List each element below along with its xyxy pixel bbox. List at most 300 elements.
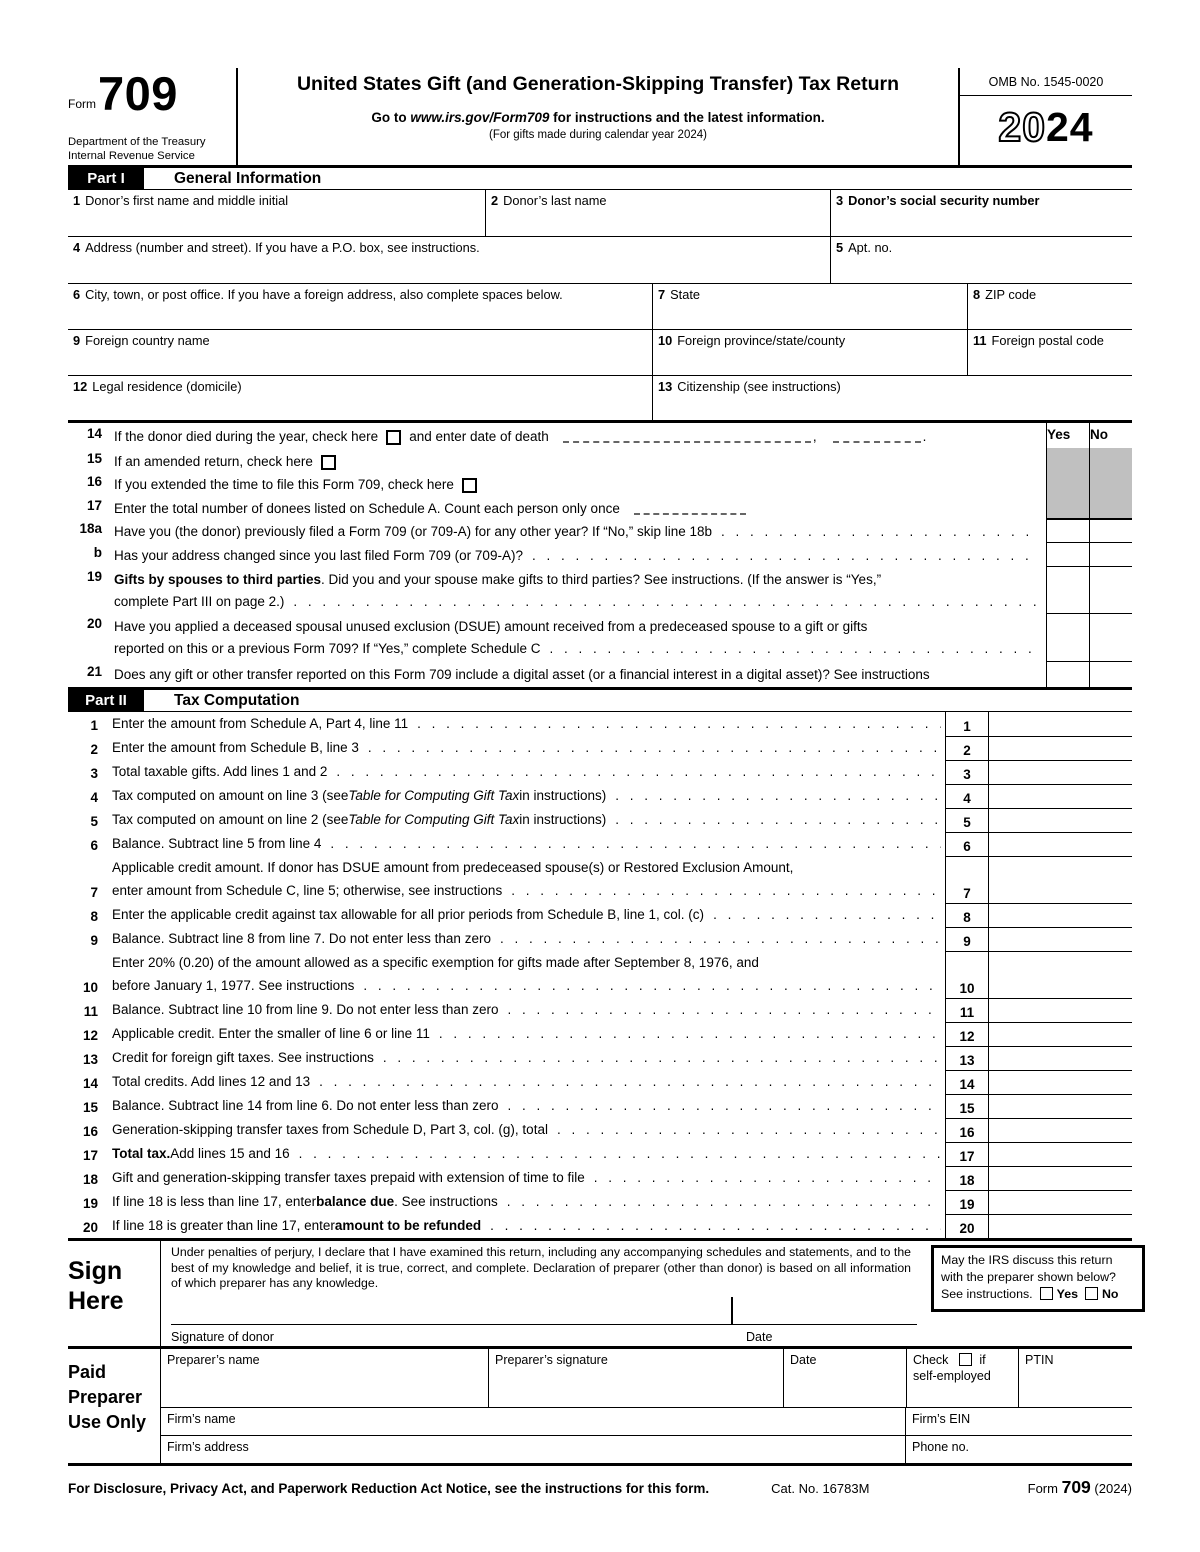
paid-preparer-label: [68, 1349, 160, 1463]
line-number: 21: [86, 664, 102, 679]
part2-line-11-amount[interactable]: [988, 998, 1132, 1022]
preparer-row-1: [161, 1349, 1132, 1408]
check-word: Check: [913, 1353, 949, 1367]
dot-leader: [498, 1191, 941, 1214]
part2-line-20-amount[interactable]: [988, 1214, 1132, 1238]
part2-line-number: 18: [82, 1172, 98, 1187]
part2-line-text: [112, 1142, 945, 1166]
field-label: Donor’s social security number: [848, 193, 1040, 208]
dot-leader: [585, 1167, 941, 1190]
part2-entry-line-number: 11: [945, 998, 988, 1022]
part2-line-number: 9: [90, 933, 98, 948]
field-row-1: [68, 190, 1132, 237]
form-subtitle: (For gifts made during calendar year 2024): [489, 129, 707, 141]
part2-line-text: [112, 856, 945, 903]
part2-line-13-amount[interactable]: [988, 1046, 1132, 1070]
field-label: Apt. no.: [848, 240, 893, 255]
part2-line-2-amount[interactable]: [988, 736, 1132, 760]
field-donor-first-name[interactable]: [68, 190, 485, 236]
part2-line-number: 17: [82, 1148, 98, 1163]
field-label: Donor’s last name: [503, 193, 607, 208]
part2-line-text: [112, 784, 945, 808]
part2-line-14-amount[interactable]: [988, 1070, 1132, 1094]
dot-leader: [284, 591, 1040, 613]
line-20-no-cell[interactable]: [1089, 613, 1132, 661]
part2-row-10: [68, 951, 1132, 998]
label-text: If you extended the time to file this Form 709, check here: [114, 477, 454, 492]
line-15-no-shaded: [1089, 448, 1132, 471]
field-number: 9: [73, 333, 81, 348]
part2-line-number: 12: [82, 1028, 98, 1043]
part2-line-number: 10: [82, 980, 98, 995]
label-text: Add lines 15 and 16: [170, 1146, 290, 1161]
if-word: if: [979, 1353, 986, 1367]
dot-leader: [359, 737, 941, 760]
part2-row-13: [68, 1046, 1132, 1070]
signature-of-donor-label: Signature of donor: [171, 1330, 274, 1344]
dot-leader: [290, 1143, 941, 1166]
part2-line-7-amount[interactable]: [988, 856, 1132, 903]
dot-leader: [540, 638, 1040, 660]
label-text: Does any gift or other transfer reported on this Form 709 include a digital asset (or a financial interest in a digital asset)? See instructions: [114, 667, 930, 682]
field-label: Donor’s first name and middle initial: [85, 193, 289, 208]
line-text: [114, 542, 1046, 566]
may-discuss-line2: with the preparer shown below?: [941, 1270, 1116, 1284]
field-label: City, town, or post office. If you have a foreign address, also complete spaces below.: [85, 287, 563, 302]
part2-line-text: [112, 1166, 945, 1190]
may-discuss-area: [917, 1241, 1145, 1346]
dot-leader: [327, 761, 941, 784]
part2-entry-line-number: 7: [945, 856, 988, 903]
part2-entry-line-number: 19: [945, 1190, 988, 1214]
part2-line-text: [112, 808, 945, 832]
donor-died-checkbox[interactable]: [386, 430, 401, 445]
field-label: Legal residence (domicile): [92, 379, 242, 394]
line-19-row: [68, 566, 1132, 613]
label-text: Enter the amount from Schedule A, Part 4, line 11: [112, 716, 409, 731]
field-label: Address (number and street). If you have a P.O. box, see instructions.: [85, 240, 480, 255]
part2-entry-line-number: 13: [945, 1046, 988, 1070]
field-label: State: [670, 287, 701, 302]
part2-line-text: [112, 1190, 945, 1214]
part2-line-16-amount[interactable]: [988, 1118, 1132, 1142]
part2-line-number: 2: [90, 742, 98, 757]
preparer-word: Preparer: [68, 1387, 143, 1407]
form-word: Form: [68, 97, 96, 111]
part2-row-4: [68, 784, 1132, 808]
line-b-no-cell[interactable]: [1089, 542, 1132, 566]
goto-prefix: Go to: [371, 110, 411, 125]
line-18a-no-cell[interactable]: [1089, 518, 1132, 542]
part2-row-18: [68, 1166, 1132, 1190]
part2-row-9: [68, 927, 1132, 951]
label-text: If line 18 is less than line 17, enter: [112, 1194, 317, 1209]
self-employed-word: self-employed: [913, 1369, 991, 1383]
part2-entry-line-number: 8: [945, 903, 988, 927]
catalog-number: Cat. No. 16783M: [771, 1481, 870, 1496]
line-number: 16: [86, 474, 102, 489]
part2-line-19-amount[interactable]: [988, 1190, 1132, 1214]
dot-leader: [606, 785, 941, 808]
part2-row-2: [68, 736, 1132, 760]
preparer-name-field[interactable]: Preparer’s name: [167, 1353, 260, 1367]
field-number: 7: [658, 287, 666, 302]
field-number: 2: [491, 193, 499, 208]
dot-leader: [498, 1095, 941, 1118]
part2-line-10-amount[interactable]: [988, 951, 1132, 998]
label-text: Applicable credit. Enter the smaller of line 6 or line 11: [112, 1026, 430, 1041]
label-text: Generation-skipping transfer taxes from Schedule D, Part 3, col. (g), total: [112, 1122, 548, 1137]
yes-column-header: Yes: [1046, 423, 1089, 520]
line-text: [114, 613, 1046, 661]
field-zip-code[interactable]: [967, 284, 1132, 329]
part2-line-text: [112, 1070, 945, 1094]
label-text: Balance. Subtract line 14 from line 6. Do not enter less than zero: [112, 1098, 499, 1113]
part2-line-text: [112, 1214, 945, 1238]
sign-here-label: [68, 1241, 160, 1346]
line-number: b: [93, 545, 102, 560]
label-text: Balance. Subtract line 10 from line 9. Do not enter less than zero: [112, 1002, 499, 1017]
line-text: [114, 495, 1046, 518]
date-of-death-field[interactable]: [563, 429, 811, 443]
form-sheet: [68, 68, 1132, 1498]
part2-line-number: 1: [90, 718, 98, 733]
label-text: before January 1, 1977. See instructions: [112, 977, 355, 993]
field-row-2: [68, 237, 1132, 284]
line-number: 18a: [79, 521, 102, 536]
line-15-yes-shaded: [1046, 448, 1089, 471]
label-text: Table for Computing Gift Tax: [348, 812, 520, 827]
label-text: Total tax.: [112, 1146, 171, 1161]
firm-ein-field[interactable]: Firm’s EIN: [905, 1408, 1132, 1436]
part2-line-text: [112, 712, 945, 736]
label-text: ,: [812, 429, 817, 444]
preparer-date-field[interactable]: Date: [783, 1349, 906, 1407]
part2-line-9-amount[interactable]: [988, 927, 1132, 951]
may-discuss-no-label: No: [1101, 1287, 1119, 1301]
label-text: Gift and generation-skipping transfer taxes prepaid with extension of time to file: [112, 1170, 585, 1185]
may-discuss-line1: May the IRS discuss this return: [941, 1253, 1113, 1267]
line-18a-yes-cell[interactable]: [1046, 518, 1089, 542]
part2-entry-line-number: 16: [945, 1118, 988, 1142]
dot-leader: [374, 1047, 941, 1070]
part2-entry-line-number: 17: [945, 1142, 988, 1166]
field-number: 12: [73, 379, 88, 394]
label-text: in instructions): [519, 812, 607, 827]
disclosure-notice: For Disclosure, Privacy Act, and Paperwork Reduction Act Notice, see the instructions for this form.: [68, 1481, 710, 1496]
part2-line-4-amount[interactable]: [988, 784, 1132, 808]
year-bold: 24: [1046, 104, 1094, 150]
part2-row-19: [68, 1190, 1132, 1214]
line-number: 19: [86, 569, 102, 584]
line-14-row: [68, 423, 1132, 448]
part2-line-text: [112, 1022, 945, 1046]
part2-row-8: [68, 903, 1132, 927]
field-donor-last-name[interactable]: [485, 190, 830, 236]
part2-entry-line-number: 10: [945, 951, 988, 998]
tax-year: [960, 104, 1132, 150]
field-number: 11: [973, 333, 987, 348]
form-number-line: [68, 67, 230, 120]
part2-line-text: [112, 998, 945, 1022]
label-text: Have you applied a deceased spousal unused exclusion (DSUE) amount received from a predeceased spouse to a gift or gifts: [114, 619, 868, 634]
label-text: Enter 20% (0.20) of the amount allowed as a specific exemption for gifts made after September 8, 1976, and: [112, 955, 759, 970]
label-text: balance due: [316, 1194, 395, 1209]
line-17-no-shaded: [1089, 495, 1132, 518]
field-number: 13: [658, 379, 673, 394]
dot-leader: [548, 1119, 941, 1142]
line-text: [114, 566, 1046, 613]
part2-rows: [68, 712, 1132, 1238]
label-text: If line 18 is greater than line 17, enter: [112, 1218, 335, 1233]
field-label: Foreign country name: [85, 333, 210, 348]
part2-title: Tax Computation: [174, 691, 300, 709]
dot-leader: [491, 928, 941, 951]
part2-row-11: [68, 998, 1132, 1022]
part2-entry-line-number: 18: [945, 1166, 988, 1190]
field-row-4: [68, 330, 1132, 376]
field-foreign-province[interactable]: [652, 330, 967, 375]
may-discuss-yes-checkbox[interactable]: [1040, 1287, 1053, 1300]
field-number: 4: [73, 240, 81, 255]
label-text: and enter date of death: [409, 429, 549, 444]
field-address[interactable]: [68, 237, 830, 283]
dot-leader: [704, 904, 941, 927]
form-header: [68, 68, 1132, 165]
part2-line-text: [112, 1094, 945, 1118]
field-number: 8: [973, 287, 981, 302]
part2-entry-line-number: 20: [945, 1214, 988, 1238]
field-label: Foreign postal code: [991, 333, 1104, 348]
line-19-no-cell[interactable]: [1089, 566, 1132, 613]
label-text: .: [922, 429, 927, 444]
donor-signature-line[interactable]: [171, 1324, 917, 1325]
field-number: 6: [73, 287, 81, 302]
preparer-row-2: [161, 1408, 1132, 1437]
part2-line-text: [112, 1118, 945, 1142]
self-employed-checkbox[interactable]: [959, 1353, 972, 1366]
form-number-block: [68, 68, 238, 165]
field-number: 10: [658, 333, 673, 348]
part2-entry-line-number: 4: [945, 784, 988, 808]
may-discuss-box: [931, 1245, 1145, 1312]
label-text: Enter the amount from Schedule B, line 3: [112, 740, 359, 755]
part2-line-12-amount[interactable]: [988, 1022, 1132, 1046]
part2-line-6-amount[interactable]: [988, 832, 1132, 856]
field-citizenship[interactable]: [652, 376, 1132, 420]
date-of-death-year-field[interactable]: [833, 429, 921, 443]
part2-line-15-amount[interactable]: [988, 1094, 1132, 1118]
agency-line-1: Department of the Treasury: [68, 136, 206, 148]
part2-row-20: [68, 1214, 1132, 1238]
part1-label: Part I: [68, 168, 144, 189]
form-title: United States Gift (and Generation-Skipping Transfer) Tax Return: [296, 73, 900, 95]
field-foreign-country[interactable]: [68, 330, 652, 375]
dot-leader: [430, 1023, 941, 1046]
line-number: 20: [86, 616, 102, 631]
line-15-row: [68, 448, 1132, 471]
signature-labels: [171, 1330, 917, 1344]
label-text: Applicable credit amount. If donor has DSUE amount from predeceased spouse(s) or Restored Exclusion Amount,: [112, 860, 794, 875]
field-state[interactable]: [652, 284, 967, 329]
firm-address-field[interactable]: Firm’s address: [167, 1440, 249, 1455]
label-text: Tax computed on amount on line 2 (see: [112, 812, 349, 827]
field-legal-residence[interactable]: [68, 376, 652, 420]
part2-entry-line-number: 2: [945, 736, 988, 760]
page-footer: [68, 1477, 1132, 1498]
ptin-field[interactable]: PTIN: [1018, 1349, 1132, 1407]
agency-block: [68, 136, 230, 163]
part2-row-15: [68, 1094, 1132, 1118]
preparer-signature-field[interactable]: Preparer’s signature: [488, 1349, 783, 1407]
field-foreign-postal-code[interactable]: [967, 330, 1132, 375]
part1-header-bar: [68, 165, 1132, 190]
firm-name-field[interactable]: Firm’s name: [167, 1411, 236, 1426]
part2-line-text: [112, 903, 945, 927]
line-21-yes-cell[interactable]: [1046, 661, 1089, 687]
goto-line: [248, 110, 948, 125]
paid-preparer-section: [68, 1346, 1132, 1466]
omb-number: OMB No. 1545-0020: [960, 68, 1132, 96]
signature-area: [160, 1241, 917, 1346]
field-row-5: [68, 376, 1132, 421]
part2-row-6: [68, 832, 1132, 856]
line-17-yes-shaded: [1046, 495, 1089, 518]
amended-return-checkbox[interactable]: [321, 455, 336, 470]
part2-row-3: [68, 760, 1132, 784]
line-text: [114, 661, 1046, 687]
part2-row-7: [68, 856, 1132, 903]
label-text: Balance. Subtract line 5 from line 4: [112, 836, 322, 851]
line-21-row: [68, 661, 1132, 687]
dot-leader: [523, 545, 1040, 567]
self-employed-cell: [906, 1349, 1018, 1407]
part2-line-17-amount[interactable]: [988, 1142, 1132, 1166]
goto-suffix: for instructions and the latest information.: [549, 110, 825, 125]
dot-leader: [498, 999, 941, 1022]
part2-line-number: 6: [90, 838, 98, 853]
use-only-word: Use Only: [68, 1412, 147, 1432]
line-b-row: [68, 542, 1132, 566]
label-text: . Did you and your spouse make gifts to third parties? See instructions. (If the answer is “Yes,”: [321, 572, 882, 587]
label-text: Enter the total number of donees listed on Schedule A. Count each person only once: [114, 501, 620, 516]
part2-line-18-amount[interactable]: [988, 1166, 1132, 1190]
field-number: 5: [836, 240, 844, 255]
part2-label: Part II: [68, 690, 144, 711]
paid-word: Paid: [68, 1362, 107, 1382]
line-number: 14: [86, 426, 102, 441]
line-20-row: [68, 613, 1132, 661]
part2-line-number: 19: [82, 1196, 98, 1211]
part2-entry-line-number: 14: [945, 1070, 988, 1094]
extended-time-checkbox[interactable]: [462, 478, 477, 493]
part2-line-text: [112, 736, 945, 760]
may-discuss-line3: See instructions.: [941, 1287, 1033, 1301]
line-text: [114, 448, 1046, 471]
dot-leader: [502, 880, 941, 903]
part2-line-text: [112, 927, 945, 951]
line-17-row: [68, 495, 1132, 518]
part2-row-16: [68, 1118, 1132, 1142]
part2-line-number: 5: [90, 814, 98, 829]
form-title-block: [238, 68, 960, 165]
part2-entry-line-number: 3: [945, 760, 988, 784]
part2-line-number: 4: [90, 790, 98, 805]
line-20-yes-cell[interactable]: [1046, 613, 1089, 661]
label-text: Table for Computing Gift Tax: [348, 788, 520, 803]
label-text: enter amount from Schedule C, line 5; otherwise, see instructions: [112, 882, 503, 898]
part2-line-number: 20: [82, 1220, 98, 1235]
line-text: [114, 518, 1046, 542]
part1-title: General Information: [174, 169, 322, 187]
part2-line-number: 11: [83, 1004, 98, 1019]
part2-row-5: [68, 808, 1132, 832]
label-text: amount to be refunded: [334, 1218, 482, 1233]
field-label: Citizenship (see instructions): [677, 379, 841, 394]
line-16-row: [68, 471, 1132, 495]
donee-count-field[interactable]: [634, 501, 746, 515]
part2-line-number: 15: [82, 1100, 98, 1115]
part2-line-number: 13: [82, 1052, 98, 1067]
line-number: 17: [86, 498, 102, 513]
part2-line-8-amount[interactable]: [988, 903, 1132, 927]
part2-line-number: 16: [82, 1124, 98, 1139]
label-text: If the donor died during the year, check here: [114, 429, 379, 444]
footer-form-id: Form 709 (2024): [1027, 1477, 1132, 1497]
signature-date-divider: [731, 1297, 733, 1324]
dot-leader: [321, 833, 941, 856]
label-text: Credit for foreign gift taxes. See instructions: [112, 1050, 374, 1065]
phone-field[interactable]: Phone no.: [905, 1436, 1132, 1463]
line-number: 15: [86, 451, 102, 466]
field-row-3: [68, 284, 1132, 330]
part2-line-text: [112, 832, 945, 856]
line-21-no-cell[interactable]: [1089, 661, 1132, 687]
field-city-town[interactable]: [68, 284, 652, 329]
label-text: If an amended return, check here: [114, 454, 313, 469]
part2-header-bar: [68, 687, 1132, 712]
dot-leader: [481, 1215, 941, 1238]
may-discuss-no-checkbox[interactable]: [1085, 1287, 1098, 1300]
part2-line-1-amount[interactable]: [988, 712, 1132, 736]
line-16-yes-shaded: [1046, 471, 1089, 495]
may-discuss-yes-label: Yes: [1056, 1287, 1078, 1301]
perjury-statement: Under penalties of perjury, I declare that I have examined this return, including any accompanying schedules and statements, and to the best of my knowledge and belief, it is true, correct, and complete. Declaration of preparer (other than donor) is based on all information of which preparer has any knowledge.: [171, 1245, 911, 1290]
line-b-yes-cell[interactable]: [1046, 542, 1089, 566]
field-donor-ssn[interactable]: [830, 190, 1132, 236]
part2-row-1: [68, 712, 1132, 736]
field-apt-no[interactable]: [830, 237, 1132, 283]
label-text: . See instructions: [394, 1194, 498, 1209]
field-number: 3: [836, 193, 844, 208]
form-number: 709: [98, 67, 178, 120]
preparer-row-3: [161, 1436, 1132, 1463]
preparer-grid: [160, 1349, 1132, 1463]
part2-line-5-amount[interactable]: [988, 808, 1132, 832]
label-text: in instructions): [519, 788, 607, 803]
dot-leader: [408, 713, 941, 736]
label-text: Balance. Subtract line 8 from line 7. Do not enter less than zero: [112, 931, 491, 946]
goto-url[interactable]: www.irs.gov/Form709: [410, 110, 550, 125]
part2-row-14: [68, 1070, 1132, 1094]
part2-line-3-amount[interactable]: [988, 760, 1132, 784]
label-text: Total taxable gifts. Add lines 1 and 2: [112, 764, 328, 779]
label-text: Gifts by spouses to third parties: [114, 572, 322, 587]
field-label: ZIP code: [985, 287, 1037, 302]
line-19-yes-cell[interactable]: [1046, 566, 1089, 613]
part2-entry-line-number: 1: [945, 712, 988, 736]
label-text: complete Part III on page 2.): [114, 594, 285, 609]
